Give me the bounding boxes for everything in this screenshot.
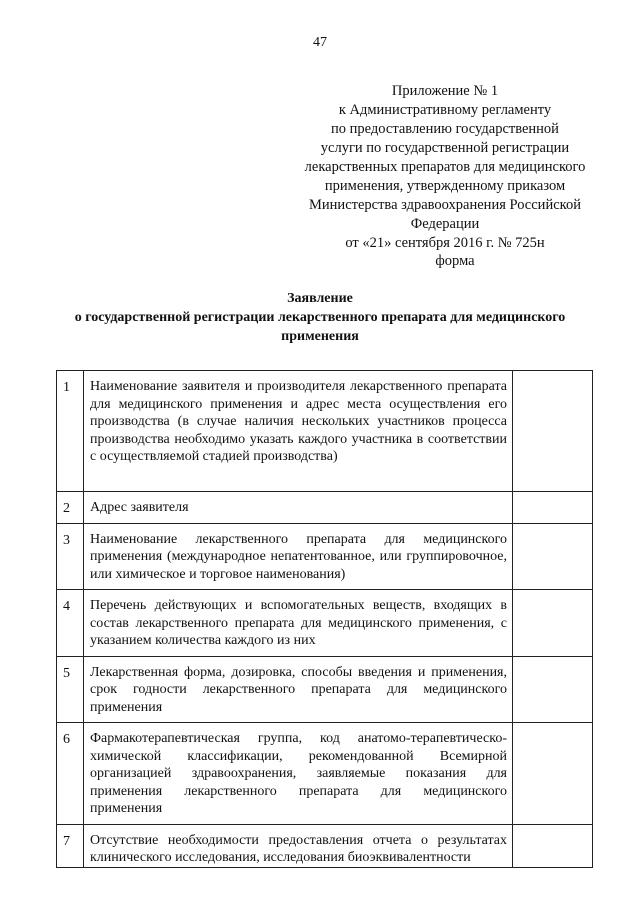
row-number: 3	[57, 523, 84, 590]
row-description: Лекарственная форма, дозировка, способы введения и применения, срок годности лекарственного препарата для медицинского применения	[84, 656, 513, 723]
row-number: 4	[57, 590, 84, 657]
table-row	[57, 656, 593, 723]
appendix-line: применения, утвержденному приказом	[324, 178, 566, 194]
title-line: о государственной регистрации лекарственного препарата для медицинского	[74, 310, 566, 325]
row-description: Наименование лекарственного препарата для медицинского применения (международное непатентованное, или группировочное, или химическое и торговое наименования)	[84, 523, 513, 590]
row-description: Фармакотерапевтическая группа, код анатомо-терапевтическо-химической классификации, рекомендованной Всемирной организацией здравоохранения, заявляемые показания для применения лекарственного препарата для медицинского применения	[84, 723, 513, 825]
row-entry-cell[interactable]	[513, 590, 593, 657]
row-description: Отсутствие необходимости предоставления отчета о результатах клинического исследования, исследования биоэквивалентности	[84, 824, 513, 867]
row-entry-cell[interactable]	[513, 723, 593, 825]
appendix-line: Федерации	[410, 216, 480, 232]
appendix-line: Приложение № 1	[391, 83, 499, 99]
table-row	[57, 824, 593, 867]
appendix-line: лекарственных препаратов для медицинского	[304, 159, 586, 175]
row-entry-cell[interactable]	[513, 371, 593, 492]
appendix-line: от «21» сентября 2016 г. № 725н	[345, 235, 545, 251]
title-line: применения	[281, 329, 359, 344]
appendix-line: по предоставлению государственной	[331, 121, 559, 137]
row-description: Наименование заявителя и производителя лекарственного препарата для медицинского применения и адрес места осуществления его производства (в случае наличия нескольких участников процесса производства необходимо указать каждого участника в соответствии с осуществляемой стадией производства)	[84, 371, 513, 492]
row-number: 6	[57, 723, 84, 825]
table-row	[57, 371, 593, 492]
row-number: 7	[57, 824, 84, 867]
document-title	[0, 289, 640, 346]
row-number: 5	[57, 656, 84, 723]
appendix-header	[270, 82, 620, 253]
row-entry-cell[interactable]	[513, 656, 593, 723]
form-label: форма	[435, 253, 475, 269]
application-form-table	[56, 370, 593, 868]
table-row	[57, 492, 593, 524]
table-row	[57, 523, 593, 590]
page-number: 47	[313, 35, 327, 50]
table-row	[57, 590, 593, 657]
title-line: Заявление	[287, 291, 353, 306]
row-entry-cell[interactable]	[513, 523, 593, 590]
row-number: 1	[57, 371, 84, 492]
appendix-line: услуги по государственной регистрации	[320, 140, 570, 156]
table-row	[57, 723, 593, 825]
row-number: 2	[57, 492, 84, 524]
row-description: Адрес заявителя	[84, 492, 513, 524]
appendix-line: к Административному регламенту	[338, 102, 552, 118]
row-entry-cell[interactable]	[513, 824, 593, 867]
appendix-line: Министерства здравоохранения Российской	[309, 197, 581, 213]
row-entry-cell[interactable]	[513, 492, 593, 524]
row-description: Перечень действующих и вспомогательных веществ, входящих в состав лекарственного препарата для медицинского применения, с указанием количества каждого из них	[84, 590, 513, 657]
